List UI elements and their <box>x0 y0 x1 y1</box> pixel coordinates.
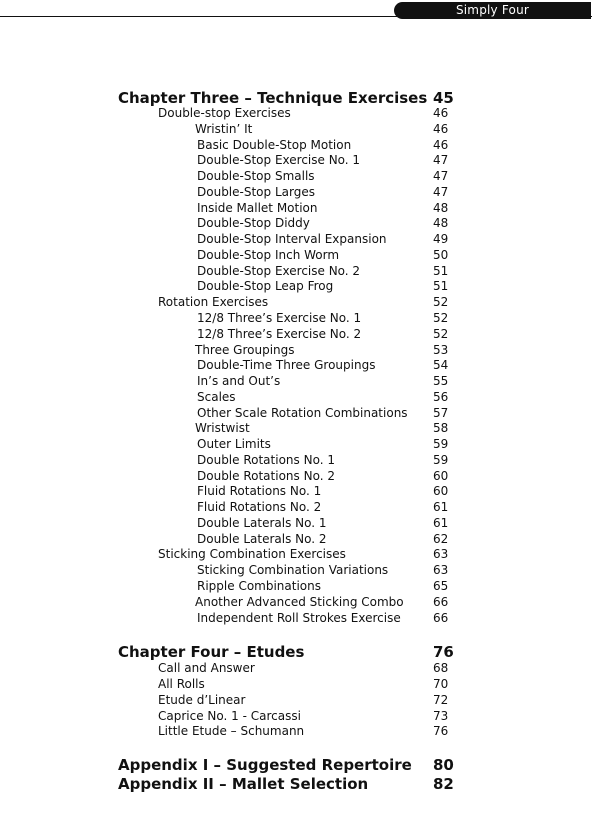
appendix-title: Appendix I – Suggested Repertoire <box>118 756 412 774</box>
entry-title: All Rolls <box>158 677 205 691</box>
entry-title: Double-Stop Exercise No. 1 <box>197 153 361 167</box>
entry-title: Another Advanced Sticking Combo <box>195 595 404 609</box>
entry-title: Double Rotations No. 1 <box>197 453 335 467</box>
toc-entry[interactable] <box>0 436 600 452</box>
toc-entry-section[interactable] <box>0 105 600 121</box>
toc-entry[interactable] <box>0 452 600 468</box>
entry-page: 49 <box>433 232 449 246</box>
entry-page: 61 <box>433 500 449 514</box>
entry-title: Other Scale Rotation Combinations <box>197 406 408 420</box>
entry-title: Fluid Rotations No. 2 <box>197 500 322 514</box>
entry-page: 46 <box>433 138 449 152</box>
toc-entry[interactable] <box>0 594 600 610</box>
entry-title: Outer Limits <box>197 437 271 451</box>
toc-entry[interactable] <box>0 278 600 294</box>
entry-title: Double Laterals No. 2 <box>197 532 327 546</box>
entry-title: Double-Stop Inch Worm <box>197 248 340 262</box>
entry-page: 76 <box>433 724 449 738</box>
chapter-four-heading[interactable] <box>0 642 600 662</box>
toc-entry[interactable] <box>0 723 600 739</box>
toc-entry[interactable] <box>0 610 600 626</box>
entry-page: 66 <box>433 611 449 625</box>
entry-title: Three Groupings <box>195 343 295 357</box>
toc-entry[interactable] <box>0 578 600 594</box>
toc-entry[interactable] <box>0 562 600 578</box>
entry-title: Scales <box>197 390 236 404</box>
toc-entry[interactable] <box>0 373 600 389</box>
toc-entry[interactable] <box>0 326 600 342</box>
entry-page: 62 <box>433 532 449 546</box>
entry-title: Double-stop Exercises <box>158 106 291 120</box>
entry-title: 12/8 Three’s Exercise No. 2 <box>197 327 362 341</box>
toc-entry[interactable] <box>0 692 600 708</box>
entry-page: 57 <box>433 406 449 420</box>
toc-entry[interactable] <box>0 531 600 547</box>
toc-entry[interactable] <box>0 405 600 421</box>
entry-page: 65 <box>433 579 449 593</box>
entry-page: 51 <box>433 279 449 293</box>
toc-entry[interactable] <box>0 420 600 436</box>
running-header: Simply Four <box>394 2 591 19</box>
entry-page: 59 <box>433 453 449 467</box>
toc-entry[interactable] <box>0 676 600 692</box>
appendix-one-heading[interactable] <box>0 755 600 775</box>
entry-title: In’s and Out’s <box>197 374 281 388</box>
entry-title: Double-Stop Exercise No. 2 <box>197 264 361 278</box>
entry-title: Independent Roll Strokes Exercise <box>197 611 401 625</box>
entry-page: 55 <box>433 374 449 388</box>
entry-page: 61 <box>433 516 449 530</box>
toc-entry[interactable] <box>0 483 600 499</box>
appendix-page: 80 <box>433 756 454 774</box>
toc-entry[interactable] <box>0 357 600 373</box>
entry-page: 47 <box>433 185 449 199</box>
entry-page: 73 <box>433 709 449 723</box>
toc-entry[interactable] <box>0 231 600 247</box>
entry-page: 63 <box>433 563 449 577</box>
toc-entry[interactable] <box>0 660 600 676</box>
entry-title: Caprice No. 1 - Carcassi <box>158 709 301 723</box>
appendix-title: Appendix II – Mallet Selection <box>118 775 369 793</box>
entry-page: 53 <box>433 343 449 357</box>
entry-title: Rotation Exercises <box>158 295 269 309</box>
entry-page: 47 <box>433 169 449 183</box>
chapter-page: 45 <box>433 89 454 107</box>
entry-title: Basic Double-Stop Motion <box>197 138 352 152</box>
entry-page: 50 <box>433 248 449 262</box>
entry-title: Double-Stop Interval Expansion <box>197 232 387 246</box>
toc-entry[interactable] <box>0 184 600 200</box>
toc-entry[interactable] <box>0 263 600 279</box>
chapter-title: Chapter Four – Etudes <box>118 643 305 661</box>
toc-entry[interactable] <box>0 389 600 405</box>
toc-entry[interactable] <box>0 499 600 515</box>
entry-page: 56 <box>433 390 449 404</box>
chapter-title: Chapter Three – Technique Exercises <box>118 89 428 107</box>
entry-title: Double-Stop Smalls <box>197 169 315 183</box>
appendix-two-heading[interactable] <box>0 774 600 794</box>
toc-entry-section[interactable] <box>0 546 600 562</box>
toc-entry[interactable] <box>0 468 600 484</box>
toc-entry[interactable] <box>0 215 600 231</box>
entry-page: 66 <box>433 595 449 609</box>
entry-page: 46 <box>433 106 449 120</box>
entry-page: 48 <box>433 216 449 230</box>
toc-entry[interactable] <box>0 121 600 137</box>
entry-page: 51 <box>433 264 449 278</box>
entry-title: Inside Mallet Motion <box>197 201 318 215</box>
entry-page: 63 <box>433 547 449 561</box>
toc-entry[interactable] <box>0 310 600 326</box>
toc-entry[interactable] <box>0 168 600 184</box>
entry-page: 58 <box>433 421 449 435</box>
entry-page: 68 <box>433 661 449 675</box>
entry-page: 72 <box>433 693 449 707</box>
toc-entry-section[interactable] <box>0 294 600 310</box>
entry-title: Wristin’ It <box>195 122 253 136</box>
entry-page: 70 <box>433 677 449 691</box>
appendix-page: 82 <box>433 775 454 793</box>
entry-title: Double-Time Three Groupings <box>197 358 376 372</box>
entry-page: 60 <box>433 469 449 483</box>
toc-entry[interactable] <box>0 708 600 724</box>
entry-title: Double Rotations No. 2 <box>197 469 335 483</box>
entry-title: Double-Stop Diddy <box>197 216 310 230</box>
entry-page: 48 <box>433 201 449 215</box>
entry-page: 52 <box>433 311 449 325</box>
toc-entry[interactable] <box>0 515 600 531</box>
entry-title: Sticking Combination Exercises <box>158 547 346 561</box>
entry-page: 47 <box>433 153 449 167</box>
entry-title: Fluid Rotations No. 1 <box>197 484 322 498</box>
toc-entry[interactable] <box>0 137 600 153</box>
entry-title: Etude d’Linear <box>158 693 246 707</box>
entry-title: Ripple Combinations <box>197 579 321 593</box>
chapter-page: 76 <box>433 643 454 661</box>
entry-page: 54 <box>433 358 449 372</box>
entry-title: Wristwist <box>195 421 250 435</box>
entry-page: 52 <box>433 327 449 341</box>
toc-entry[interactable] <box>0 342 600 358</box>
toc-entry[interactable] <box>0 152 600 168</box>
entry-title: 12/8 Three’s Exercise No. 1 <box>197 311 362 325</box>
entry-title: Call and Answer <box>158 661 255 675</box>
entry-page: 46 <box>433 122 449 136</box>
entry-title: Little Etude – Schumann <box>158 724 305 738</box>
entry-title: Double-Stop Leap Frog <box>197 279 334 293</box>
entry-title: Double-Stop Larges <box>197 185 315 199</box>
entry-title: Double Laterals No. 1 <box>197 516 327 530</box>
toc-entry[interactable] <box>0 200 600 216</box>
entry-page: 60 <box>433 484 449 498</box>
toc-entry[interactable] <box>0 247 600 263</box>
entry-page: 59 <box>433 437 449 451</box>
entry-title: Sticking Combination Variations <box>197 563 389 577</box>
entry-page: 52 <box>433 295 449 309</box>
